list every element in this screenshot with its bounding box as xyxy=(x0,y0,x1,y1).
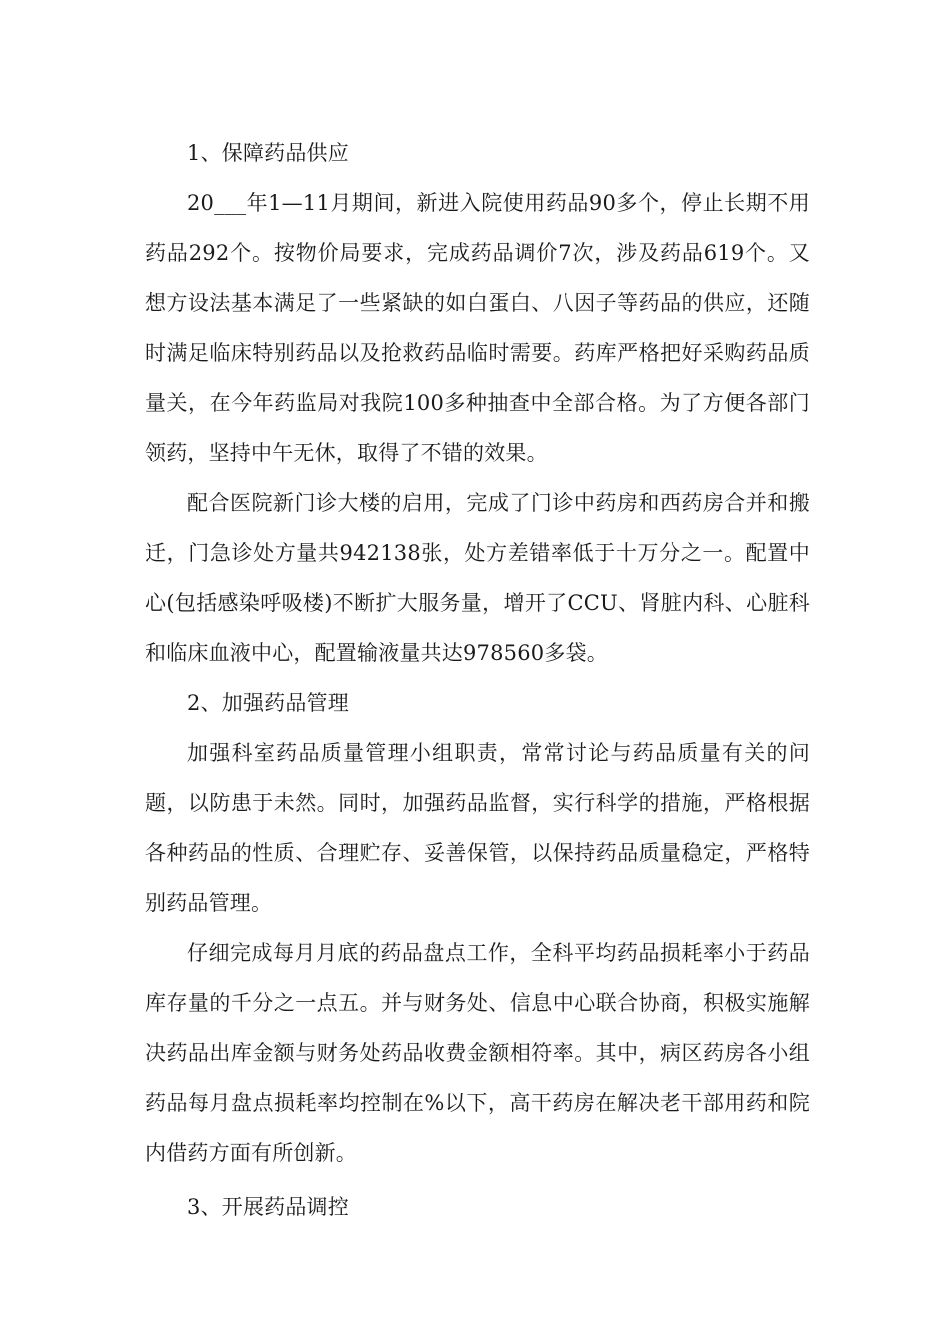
section-heading-management: 2、加强药品管理 xyxy=(187,691,349,715)
section-heading-supply: 1、保障药品供应 xyxy=(187,141,349,165)
document-body xyxy=(145,128,810,1232)
paragraph-quality-control: 加强科室药品质量管理小组职责，常常讨论与药品质量有关的问题，以防患于未然。同时，加强药品监督，实行科学的措施，严格根据各种药品的性质、合理贮存、妥善保管，以保持药品质量稳定，严格特别药品管理。 xyxy=(145,741,810,915)
paragraph-supply-stats: 20___年1—11月期间，新进入院使用药品90多个，停止长期不用药品292个。按物价局要求，完成药品调价7次，涉及药品619个。又想方设法基本满足了一些紧缺的如白蛋白、八因子等药品的供应，还随时满足临床特别药品以及抢救药品临时需要。药库严格把好采购药品质量关，在今年药监局对我院100多种抽查中全部合格。为了方便各部门领药，坚持中午无休，取得了不错的效果。 xyxy=(145,191,810,465)
paragraph-inventory: 仔细完成每月月底的药品盘点工作，全科平均药品损耗率小于药品库存量的千分之一点五。并与财务处、信息中心联合协商，积极实施解决药品出库金额与财务处药品收费金额相符率。其中，病区药房各小组药品每月盘点损耗率均控制在%以下，高干药房在解决老干部用药和院内借药方面有所创新。 xyxy=(145,941,810,1165)
section-heading-regulation: 3、开展药品调控 xyxy=(187,1195,349,1219)
paragraph-outpatient: 配合医院新门诊大楼的启用，完成了门诊中药房和西药房合并和搬迁，门急诊处方量共942138张，处方差错率低于十万分之一。配置中心(包括感染呼吸楼)不断扩大服务量，增开了CCU、肾脏内科、心脏科和临床血液中心，配置输液量共达978560多袋。 xyxy=(145,491,810,665)
